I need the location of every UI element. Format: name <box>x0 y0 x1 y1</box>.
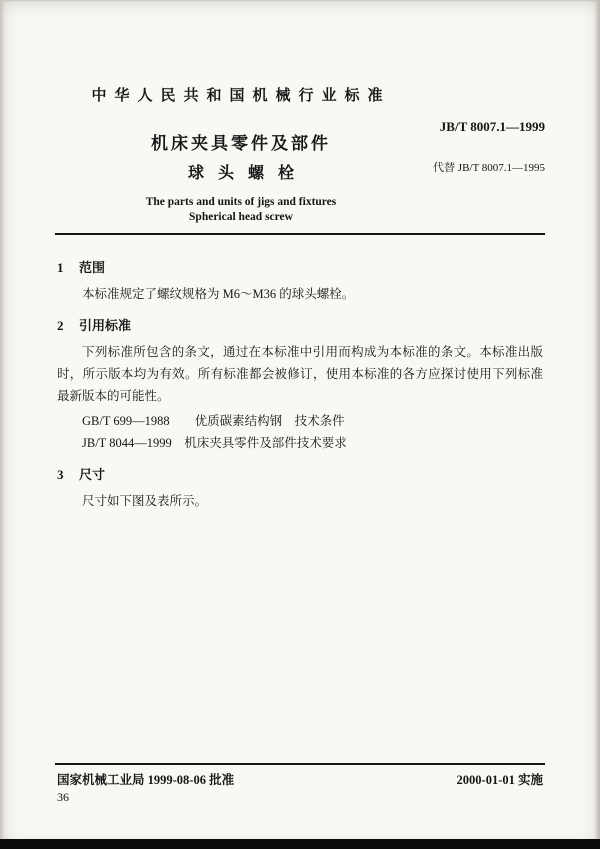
document-header <box>55 84 545 223</box>
approval-note: 国家机械工业局 1999-08-06 批准 <box>57 773 235 787</box>
document-subtitle-en: Spherical head screw <box>189 211 293 223</box>
paragraph: 尺寸如下图及表所示。 <box>82 494 208 508</box>
section-heading <box>57 464 543 486</box>
replaces-note: 代替 JB/T 8007.1—1995 <box>433 162 545 174</box>
standard-number: JB/T 8007.1—1999 <box>439 119 545 134</box>
standard-code-block <box>433 119 545 175</box>
document-footer <box>57 770 543 788</box>
section-number: 3 <box>57 467 64 482</box>
section-heading <box>57 257 543 279</box>
document-title-cn: 机床夹具零件及部件 <box>151 134 331 153</box>
section-dimensions <box>57 464 543 512</box>
standard-org-title: 中华人民共和国机械行业标准 <box>91 88 391 104</box>
section-number: 1 <box>57 260 64 275</box>
reference-item: GB/T 699—1988 优质碳素结构钢 技术条件 <box>82 414 345 428</box>
document-subtitle-cn: 球头螺栓 <box>187 165 308 182</box>
section-title: 引用标准 <box>79 318 132 333</box>
section-title: 尺寸 <box>79 467 106 482</box>
implementation-note: 2000-01-01 实施 <box>456 773 543 787</box>
section-number: 2 <box>57 318 64 333</box>
section-heading <box>57 315 543 337</box>
title-block <box>55 84 427 223</box>
document-title-en: The parts and units of jigs and fixtures <box>145 196 337 208</box>
scan-edge-right <box>594 0 600 849</box>
section-title: 范围 <box>79 260 106 275</box>
paragraph: 下列标准所包含的条文，通过在本标准中引用而构成为本标准的条文。本标准出版时，所示版本均为有效。所有标准都会被修订，使用本标准的各方应探讨使用下列标准最新版本的可能性。 <box>57 345 543 403</box>
reference-item: JB/T 8044—1999 机床夹具零件及部件技术要求 <box>82 435 347 450</box>
page-number: 36 <box>57 790 69 804</box>
section-scope <box>57 257 543 305</box>
document-body <box>57 235 543 512</box>
scan-edge-left <box>0 0 5 849</box>
section-references <box>57 315 543 454</box>
footer-divider <box>55 763 545 765</box>
scan-bottom-edge <box>0 839 600 849</box>
paragraph: 本标准规定了螺纹规格为 M6～M36 的球头螺栓。 <box>82 287 355 301</box>
